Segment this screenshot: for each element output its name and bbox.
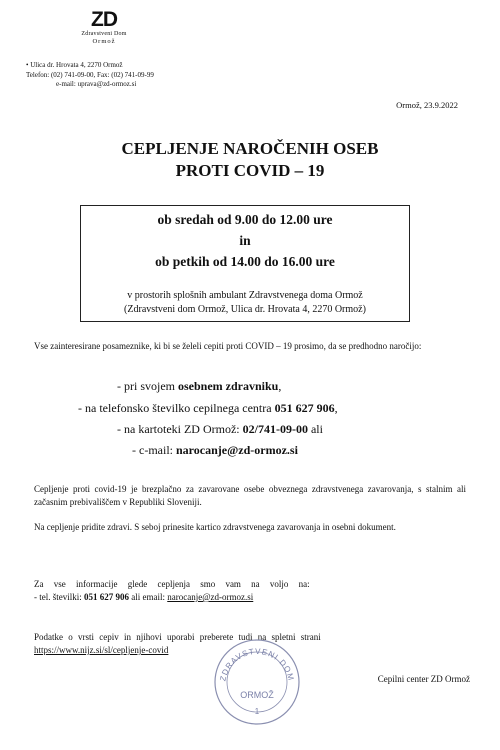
stamp-number: 1 — [254, 707, 260, 716]
schedule-line-1: ob sredah od 9.00 do 12.00 ure — [157, 212, 333, 227]
list-item: - na kartoteki ZD Ormož: 02/741-09-00 ali — [117, 422, 323, 436]
list-item: - na telefonsko številko cepilnega centra 051 627 906, — [78, 401, 338, 415]
stamp-ring-text: ZDRAVSTVENI DOM — [218, 646, 296, 683]
logo-line-2: Ormož — [92, 38, 116, 45]
phone-fax-line: Telefon: (02) 741-09-00, Fax: (02) 741-09-99 — [26, 70, 154, 79]
list-item: - c-mail: narocanje@zd-ormoz.si — [132, 443, 298, 457]
location-line-1: v prostorih splošnih ambulant Zdravstvenega doma Ormož — [127, 290, 363, 301]
free-vaccination-paragraph: Cepljenje proti covid-19 je brezplačno za zavarovane osebe obveznega zdravstvenega zavarovanja, s stalnim ali začasnim prebivališčem v Republiki Sloveniji. — [34, 484, 466, 507]
list-item: - pri svojem osebnem zdravniku, — [117, 379, 282, 393]
location-line-2: (Zdravstveni dom Ormož, Ulica dr. Hrovata 4, 2270 Ormož) — [124, 304, 366, 315]
schedule-line-3: ob petkih od 14.00 do 16.00 ure — [155, 254, 335, 269]
contact-block — [26, 61, 154, 90]
schedule-line-2: in — [239, 233, 251, 248]
info-email-link[interactable]: narocanje@zd-ormoz.si — [167, 592, 254, 602]
logo-mark: ZD — [91, 8, 117, 31]
title-line-1: CEPLJENJE NAROČENIH OSEB — [121, 139, 379, 158]
address-line: • Ulica dr. Hrovata 4, 2270 Ormož — [26, 61, 123, 69]
nijz-line: Podatke o vrsti cepiv in njihovi uporabi preberete tudi na spletni strani — [34, 632, 321, 642]
logo-line-1: Zdravstveni Dom — [81, 31, 127, 37]
svg-text:ZDRAVSTVENI DOM — [218, 647, 295, 682]
info-phone: 051 627 906 — [84, 592, 129, 602]
logo — [74, 10, 134, 46]
signature: Cepilni center ZD Ormož — [377, 674, 470, 684]
official-stamp — [213, 638, 301, 726]
email-line: e-mail: uprava@zd-ormoz.si — [56, 80, 137, 88]
document-date: Ormož, 23.9.2022 — [396, 100, 458, 110]
bring-documents-paragraph: Na cepljenje pridite zdravi. S seboj prinesite kartico zdravstvenega zavarovanja in osebni dokument. — [34, 522, 396, 532]
info-contacts: - tel. številki: 051 627 906 ali email: narocanje@zd-ormoz.si — [34, 592, 254, 602]
info-line: Za vse informacije glede cepljenja smo vam na voljo na: — [34, 579, 310, 589]
nijz-url-link[interactable]: https://www.nijz.si/sl/cepljenje-covid — [34, 645, 169, 655]
intro-paragraph: Vse zainteresirane posameznike, ki bi se želeli cepiti proti COVID – 19 prosimo, da se predhodno naročijo: — [34, 341, 422, 351]
title-line-2: PROTI COVID – 19 — [175, 161, 325, 180]
stamp-center-text: ORMOŽ — [240, 690, 274, 700]
